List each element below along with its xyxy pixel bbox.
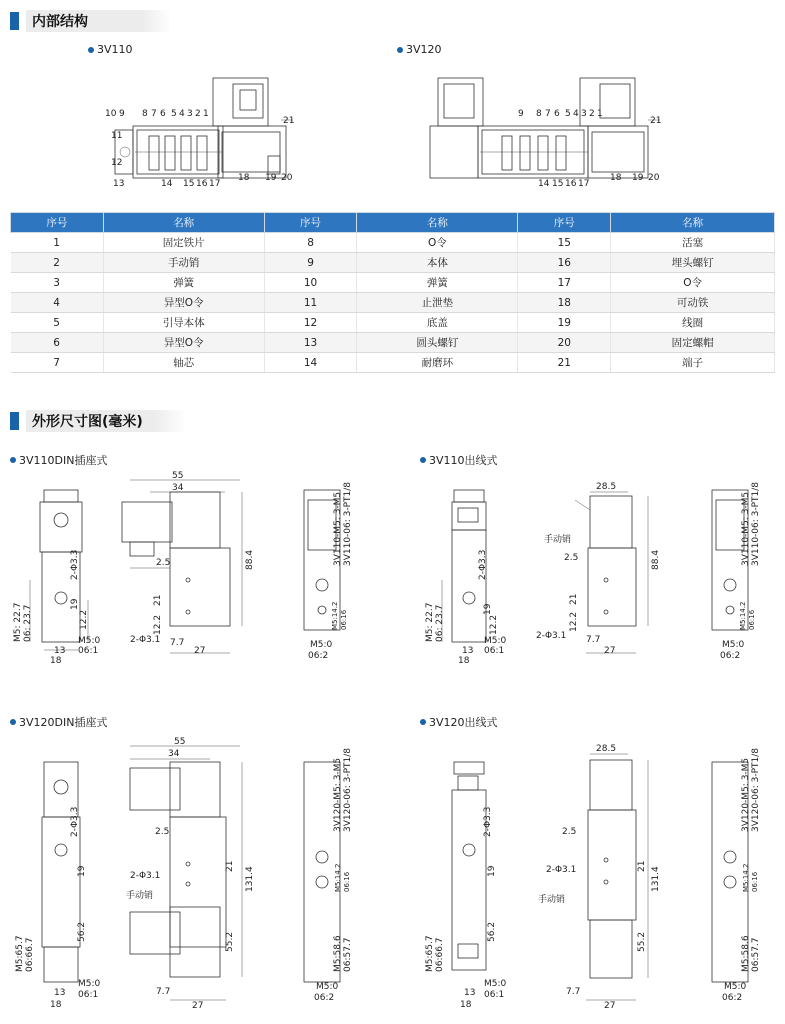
dimension-label: 21	[569, 593, 579, 605]
dimension-label: 88.4	[651, 549, 661, 570]
callout-21: 21	[650, 116, 662, 126]
dimension-label: 55.2	[225, 931, 235, 952]
part-name-cell: 异型O令	[103, 293, 264, 313]
dimension-label: 55	[172, 471, 184, 481]
dimension-label: 12.2	[489, 614, 499, 635]
part-name-cell: 手动销	[103, 253, 264, 273]
part-number-cell: 11	[264, 293, 357, 313]
variant-label-3v110-wire: 3V110出线式	[420, 452, 498, 468]
part-number-cell: 1	[11, 233, 104, 253]
table-header-row	[11, 213, 775, 233]
callout-10: 10	[105, 109, 117, 119]
part-name-cell: 线圈	[611, 313, 775, 333]
dimension-label: 06:57.7	[751, 937, 761, 972]
dimension-label: 13	[54, 646, 66, 656]
bullet-icon	[420, 457, 426, 463]
part-number-cell: 18	[518, 293, 611, 313]
dimension-label: 13	[462, 646, 474, 656]
callout-14: 14	[538, 179, 550, 189]
dimension-label: 19	[483, 603, 493, 615]
dimension-label: 3V110-06: 3-PT1/8	[343, 481, 353, 566]
part-name-cell: 固定铁片	[103, 233, 264, 253]
callout-1: 1	[203, 109, 209, 119]
dimension-label: 06:2	[314, 993, 335, 1003]
part-number-cell: 20	[518, 333, 611, 353]
drawing-3v110-wire	[410, 470, 780, 670]
dimension-label: 27	[604, 1001, 616, 1011]
dimension-label: 131.4	[245, 866, 255, 892]
dimension-label: 2-Φ3.1	[546, 865, 577, 875]
header-cell: 名称	[103, 213, 264, 233]
callout-4: 4	[573, 109, 579, 119]
dimension-label: 28.5	[596, 482, 617, 492]
dimension-label: M5:65.7	[15, 935, 25, 972]
part-name-cell: O令	[611, 273, 775, 293]
dimension-label: 7.7	[156, 987, 171, 997]
table-row	[11, 293, 775, 313]
callout-7: 7	[151, 109, 157, 119]
model-label-3v120: 3V120	[397, 43, 442, 56]
callout-11: 11	[111, 131, 123, 141]
part-name-cell: 异型O令	[103, 333, 264, 353]
dimension-label: 3V120-M5: 3-M5	[333, 757, 343, 832]
dimension-label: 06:2	[308, 651, 329, 661]
dimension-label: 13	[464, 988, 476, 998]
part-number-cell: 13	[264, 333, 357, 353]
dimension-label: 19	[77, 865, 87, 877]
dimension-label: M5:0	[484, 979, 507, 989]
callout-20: 20	[648, 173, 660, 183]
part-name-cell: 弹簧	[357, 273, 518, 293]
part-name-cell: O令	[357, 233, 518, 253]
cutaway-drawing-3v110	[105, 68, 305, 193]
part-name-cell: 埋头螺钉	[611, 253, 775, 273]
table-row	[11, 233, 775, 253]
dimension-label: 13	[54, 988, 66, 998]
part-number-cell: 2	[11, 253, 104, 273]
dimension-label: 12.2	[153, 614, 163, 635]
callout-2: 2	[589, 109, 595, 119]
dimension-label: 27	[604, 646, 616, 656]
part-number-cell: 7	[11, 353, 104, 373]
part-number-cell: 10	[264, 273, 357, 293]
dimension-label: 12.2	[79, 609, 89, 630]
callout-8: 8	[142, 109, 148, 119]
header-cell: 序号	[11, 213, 104, 233]
part-name-cell: 端子	[611, 353, 775, 373]
dimension-label: 21	[637, 860, 647, 872]
callout-9: 9	[119, 109, 125, 119]
part-name-cell: 轴芯	[103, 353, 264, 373]
dimension-label: 3V110-M5: 3-M5	[741, 491, 751, 566]
dimension-label: M5:0	[484, 636, 507, 646]
drawing-3v110-din	[10, 470, 380, 670]
callout-8: 8	[536, 109, 542, 119]
dimension-label: 06:16	[748, 609, 756, 630]
dimension-label: M5:65.7	[425, 935, 435, 972]
bullet-icon	[397, 47, 403, 53]
callout-5: 5	[565, 109, 571, 119]
variant-label-3v110-din: 3V110DIN插座式	[10, 452, 107, 468]
callout-6: 6	[160, 109, 166, 119]
variant-label-3v120-wire: 3V120出线式	[420, 714, 498, 730]
dimension-label: 21	[225, 860, 235, 872]
dimension-label: 34	[172, 483, 184, 493]
bullet-icon	[420, 719, 426, 725]
dimension-label: 2-Φ3.3	[483, 806, 493, 837]
callout-6: 6	[554, 109, 560, 119]
dimension-label: 3V120-06: 3-PT1/8	[343, 747, 353, 832]
table-row	[11, 313, 775, 333]
dimension-label: M5:0	[316, 982, 339, 992]
dimension-label: 18	[50, 1000, 62, 1010]
callout-15: 15	[552, 179, 564, 189]
dimension-label: 06:1	[484, 990, 505, 1000]
dimension-label: 3V110-06: 3-PT1/8	[751, 481, 761, 566]
dimension-label: 55.2	[637, 931, 647, 952]
part-number-cell: 12	[264, 313, 357, 333]
variant-label-3v120-din: 3V120DIN插座式	[10, 714, 107, 730]
callout-13: 13	[113, 179, 125, 189]
callout-2: 2	[195, 109, 201, 119]
callout-18: 18	[238, 173, 250, 183]
model-label-3v110: 3V110	[88, 43, 133, 56]
dimension-label: 34	[168, 749, 180, 759]
part-number-cell: 19	[518, 313, 611, 333]
dimension-label: 27	[192, 1001, 204, 1011]
callout-14: 14	[161, 179, 173, 189]
dimension-label: 06:57.7	[343, 937, 353, 972]
dimension-label: 28.5	[596, 744, 617, 754]
dimension-label: 06:2	[720, 651, 741, 661]
dimension-label: 7.7	[566, 987, 581, 997]
callout-5: 5	[171, 109, 177, 119]
part-number-cell: 8	[264, 233, 357, 253]
callout-3: 3	[187, 109, 193, 119]
part-number-cell: 14	[264, 353, 357, 373]
dimension-label: 06:16	[343, 871, 351, 892]
part-number-cell: 15	[518, 233, 611, 253]
dimension-label: M5:14.2	[739, 601, 747, 630]
dimension-label: M5:0	[724, 982, 747, 992]
dimension-label: 2-Φ3.3	[478, 549, 488, 580]
dimension-label: M5:0	[78, 636, 101, 646]
dimension-label: 3V110-M5: 3-M5	[333, 491, 343, 566]
dimension-label: 27	[194, 646, 206, 656]
section-title: 内部结构	[26, 10, 171, 32]
callout-7: 7	[545, 109, 551, 119]
dimension-label: 19	[487, 865, 497, 877]
part-number-cell: 16	[518, 253, 611, 273]
section-header-structure	[10, 10, 171, 32]
bullet-icon	[10, 457, 16, 463]
part-number-cell: 5	[11, 313, 104, 333]
dimension-label: 06: 23.7	[23, 604, 33, 642]
dimension-label: 2-Φ3.1	[130, 635, 161, 645]
dimension-label: 18	[50, 656, 62, 666]
dimension-label: 06:1	[484, 646, 505, 656]
section-header-dimensions	[10, 410, 186, 432]
callout-21: 21	[283, 116, 295, 126]
callout-18: 18	[610, 173, 622, 183]
part-name-cell: 本体	[357, 253, 518, 273]
dimension-label: 2-Φ3.1	[536, 631, 567, 641]
part-number-cell: 9	[264, 253, 357, 273]
part-number-cell: 21	[518, 353, 611, 373]
part-number-cell: 17	[518, 273, 611, 293]
dimension-label: 3V120-06: 3-PT1/8	[751, 747, 761, 832]
dimension-label: M5:0	[722, 640, 745, 650]
dimension-label: 3V120-M5: 3-M5	[741, 757, 751, 832]
dimension-label: 18	[460, 1000, 472, 1010]
bullet-icon	[88, 47, 94, 53]
dimension-label: 2.5	[155, 827, 170, 837]
dimension-label: M5:58.6	[333, 935, 343, 972]
dimension-label: 131.4	[651, 866, 661, 892]
dimension-label: 06: 23.7	[435, 604, 445, 642]
callout-17: 17	[578, 179, 590, 189]
dimension-label: 2.5	[564, 553, 579, 563]
callout-1: 1	[597, 109, 603, 119]
callout-4: 4	[179, 109, 185, 119]
part-name-cell: 止泄垫	[357, 293, 518, 313]
callout-19: 19	[632, 173, 644, 183]
section-marker	[10, 12, 19, 30]
parts-table	[10, 212, 775, 373]
part-number-cell: 3	[11, 273, 104, 293]
section-title: 外形尺寸图(毫米)	[26, 410, 186, 432]
callout-17: 17	[209, 179, 221, 189]
header-cell: 序号	[264, 213, 357, 233]
bullet-icon	[10, 719, 16, 725]
dimension-label: M5: 22.7	[425, 602, 435, 642]
table-row	[11, 333, 775, 353]
dimension-label: 06:66.7	[435, 937, 445, 972]
dimension-label: M5:14.2	[331, 601, 339, 630]
dimension-label: 06:1	[78, 646, 99, 656]
callout-9: 9	[518, 109, 524, 119]
dimension-label: 7.7	[170, 638, 185, 648]
dimension-label: 2.5	[156, 558, 171, 568]
part-name-cell: 固定螺帽	[611, 333, 775, 353]
dimension-label: 2-Φ3.1	[130, 871, 161, 881]
dimension-label: 手动销	[538, 895, 566, 905]
dimension-label: 7.7	[586, 635, 601, 645]
part-name-cell: 圆头螺钉	[357, 333, 518, 353]
part-name-cell: 引导本体	[103, 313, 264, 333]
dimension-label: M5:14.2	[742, 863, 750, 892]
dimension-label: 06:66.7	[25, 937, 35, 972]
cutaway-drawing-3v120	[420, 68, 670, 193]
dimension-label: 06:16	[340, 609, 348, 630]
header-cell: 序号	[518, 213, 611, 233]
callout-12: 12	[111, 158, 123, 168]
dimension-label: 2-Φ3.3	[70, 806, 80, 837]
dimension-label: 手动销	[126, 891, 154, 901]
dimension-label: 21	[153, 594, 163, 606]
table-row	[11, 273, 775, 293]
callout-16: 16	[196, 179, 208, 189]
part-number-cell: 6	[11, 333, 104, 353]
dimension-label: 2.5	[562, 827, 577, 837]
dimension-label: 88.4	[245, 549, 255, 570]
part-name-cell: 底盖	[357, 313, 518, 333]
dimension-label: M5:0	[78, 979, 101, 989]
callout-3: 3	[581, 109, 587, 119]
table-row	[11, 353, 775, 373]
dimension-label: 手动销	[544, 535, 572, 545]
section-marker	[10, 412, 19, 430]
dimension-label: 12.2	[569, 611, 579, 632]
dimension-label: 18	[458, 656, 470, 666]
callout-16: 16	[565, 179, 577, 189]
dimension-label: 06:16	[751, 871, 759, 892]
part-name-cell: 可动铁	[611, 293, 775, 313]
part-number-cell: 4	[11, 293, 104, 313]
drawing-3v120-wire	[410, 732, 780, 1017]
part-name-cell: 活塞	[611, 233, 775, 253]
callout-15: 15	[183, 179, 195, 189]
dimension-label: 2-Φ3.3	[70, 549, 80, 580]
callout-20: 20	[281, 173, 293, 183]
part-name-cell: 耐磨环	[357, 353, 518, 373]
header-cell: 名称	[611, 213, 775, 233]
header-cell: 名称	[357, 213, 518, 233]
dimension-label: 06:2	[722, 993, 743, 1003]
dimension-label: 56.2	[487, 921, 497, 942]
dimension-label: M5: 22.7	[13, 602, 23, 642]
dimension-label: M5:14.2	[334, 863, 342, 892]
dimension-label: 55	[174, 737, 186, 747]
dimension-label: 06:1	[78, 990, 99, 1000]
drawing-3v120-din	[10, 732, 380, 1017]
callout-19: 19	[265, 173, 277, 183]
part-name-cell: 弹簧	[103, 273, 264, 293]
dimension-label: M5:58.6	[741, 935, 751, 972]
table-row	[11, 253, 775, 273]
dimension-label: 19	[70, 598, 80, 610]
dimension-label: 56.2	[77, 921, 87, 942]
dimension-label: M5:0	[310, 640, 333, 650]
